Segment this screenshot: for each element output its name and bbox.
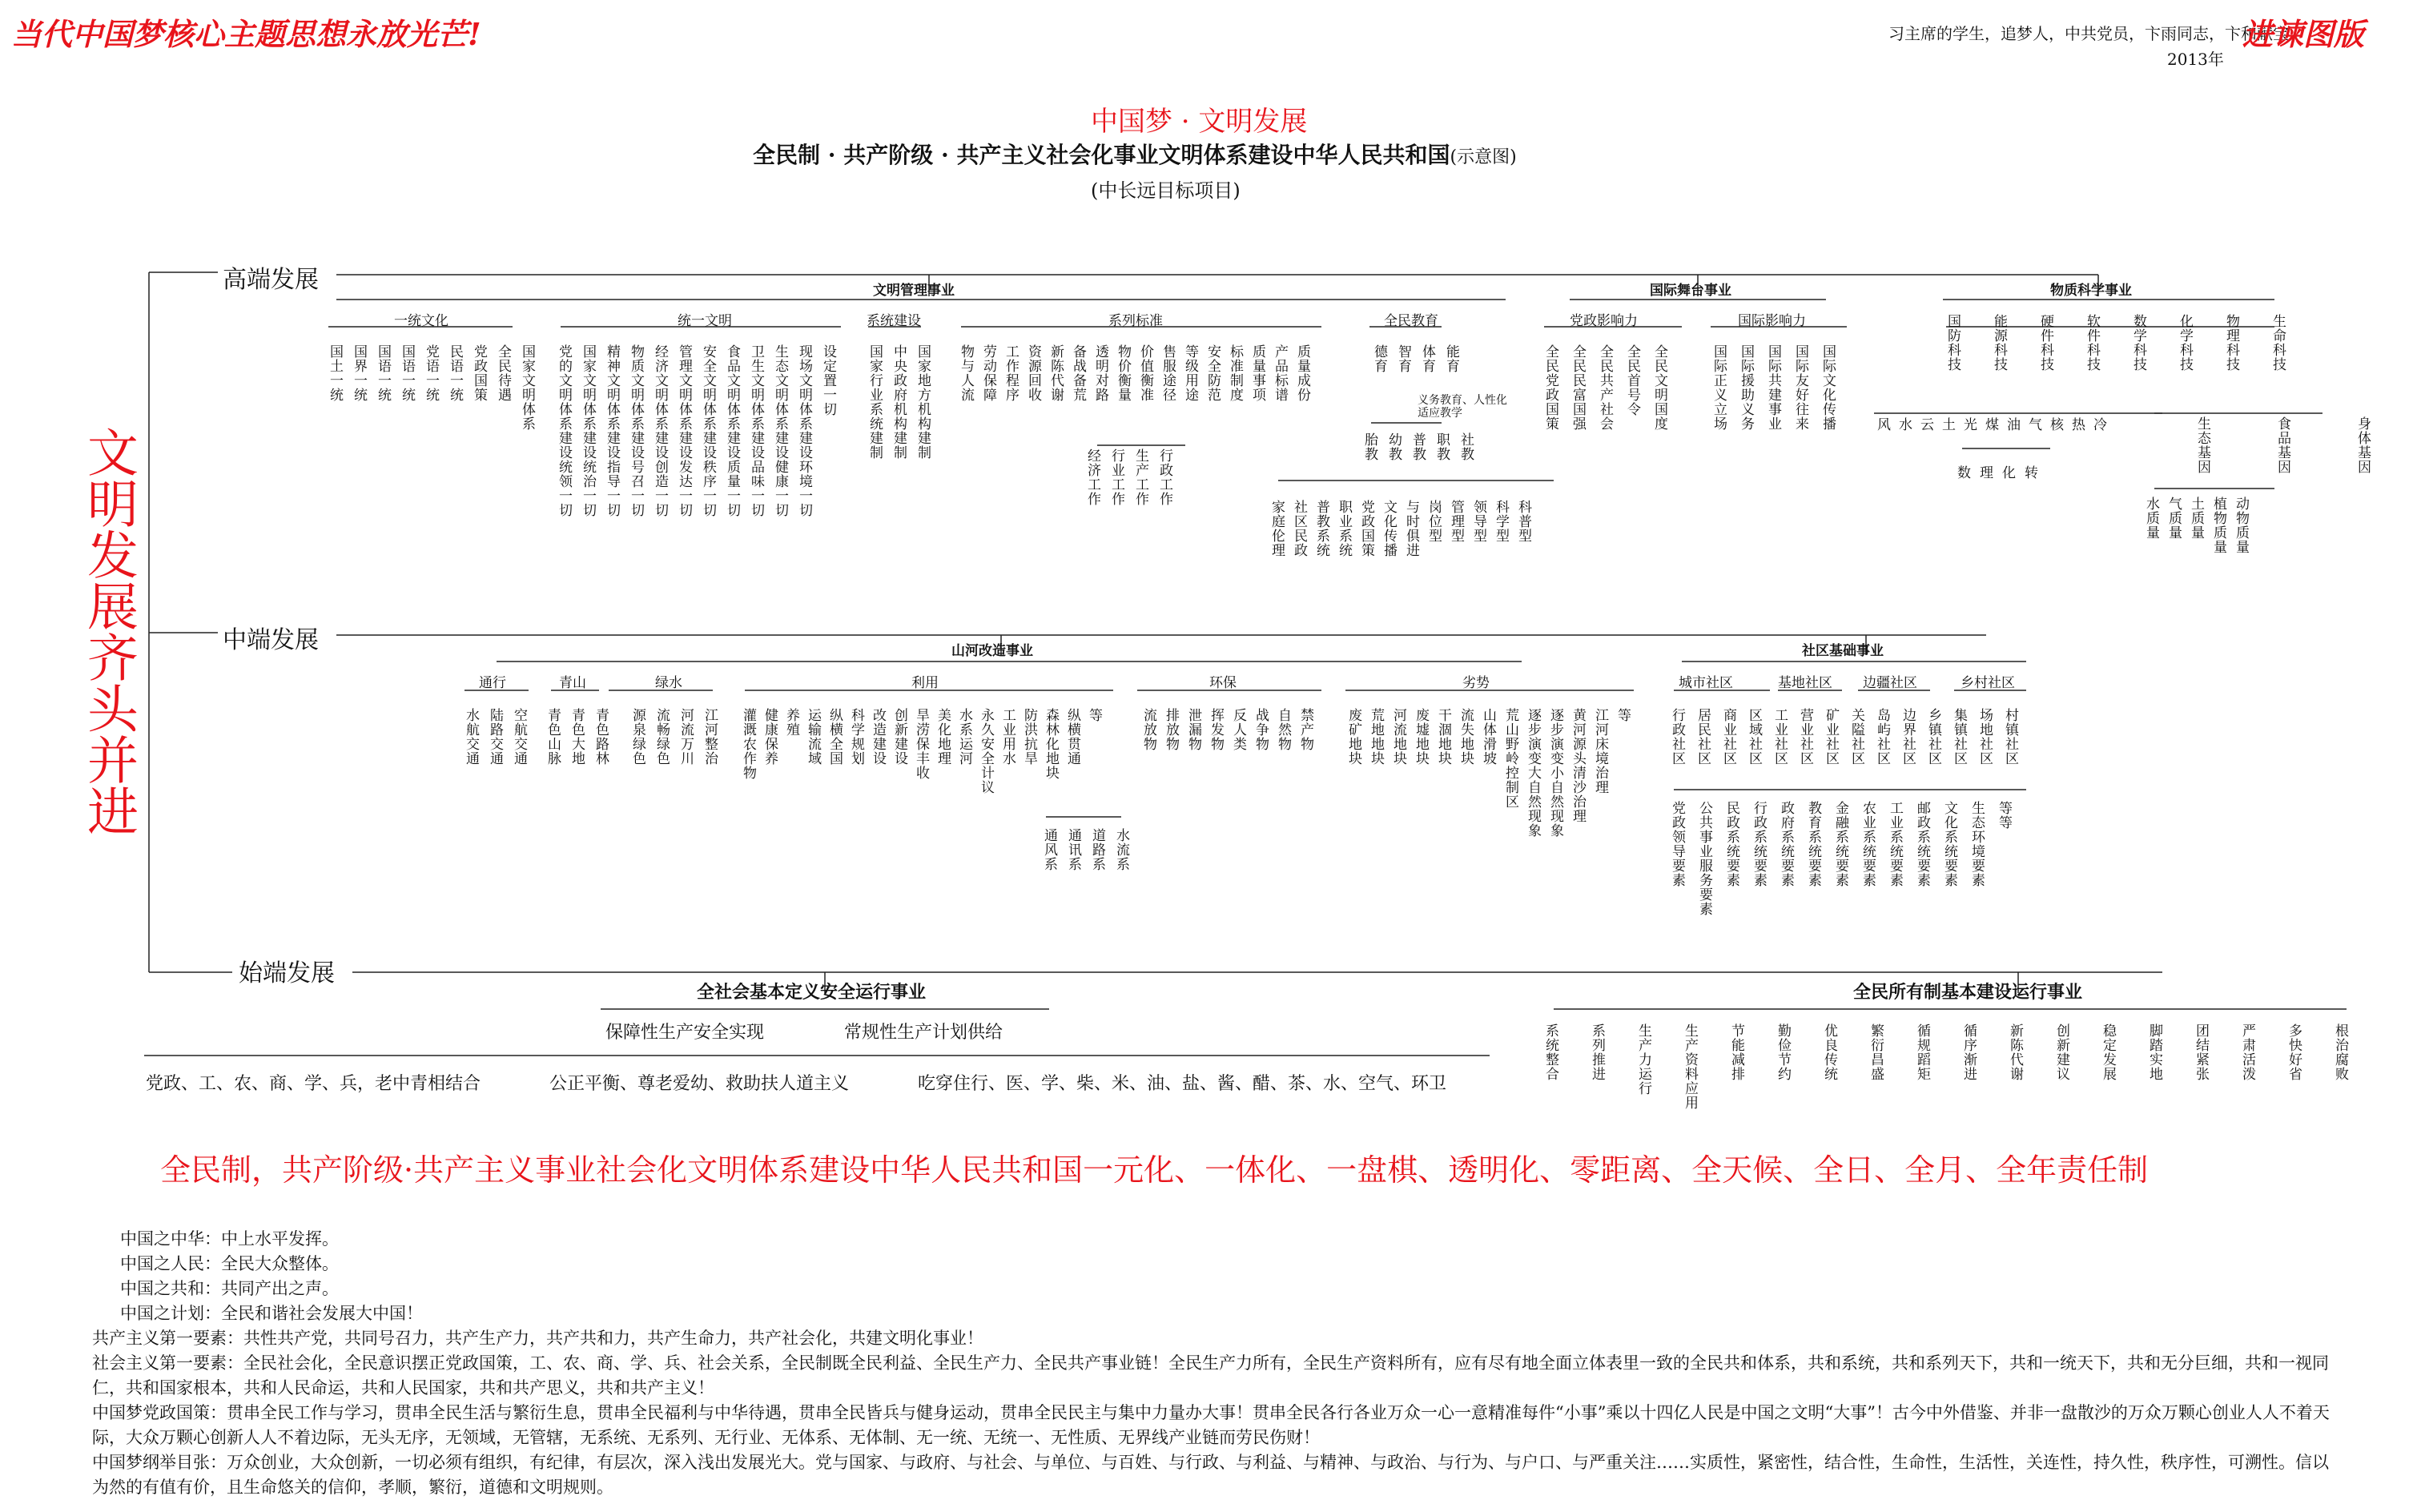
group-material-science: 物质科学事业: [2050, 283, 2132, 299]
transport-item: 空航交通: [511, 708, 527, 766]
responsibility-banner: 全民制，共产阶级·共产主义事业社会化文明体系建设中华人民共和国一元化、一体化、一盘棋、透明化、零距离、全天候、全日、全月、全年责任制: [160, 1152, 2149, 1188]
community-element-item: 文化系统要素: [1941, 801, 1957, 887]
title-main: 中国梦 · 文明发展: [1091, 106, 1308, 138]
education-domain-item: 管理型: [1448, 500, 1464, 543]
science-field-item: 物理科技: [2223, 314, 2239, 372]
environment-item: 流放物: [1140, 708, 1156, 751]
standard-item: 标准制度: [1227, 344, 1243, 402]
note-line: 中国之人民：全民大众整体。: [120, 1254, 339, 1273]
utilization-item: 水系运河: [956, 708, 972, 766]
civilization-item: 国家文明体系建设统治一切: [580, 344, 596, 517]
education-domain-item: 领导型: [1470, 500, 1486, 543]
left-vertical-slogan: 文明发展齐头并进: [78, 426, 138, 836]
education-item: 智育: [1395, 344, 1411, 373]
disadvantage-item: 干涸地块: [1435, 708, 1451, 766]
note-line: 中国梦党政国策：贯串全民工作与学习，贯串全民生活与繁衍生息，贯串全民福利与中华待遇，贯串全民皆兵与健身运动，贯串全民民主与集中力量办大事！贯串全民各行各业万众一心一意精准每件“小事”乘以十四亿人民是中国之文明“大事”！古今中外借鉴、并非一盘散沙的万众万颗心创业人人不着天际，大众万颗心创新人人不着边际，无头无序，无领域，无管辖，无系统、无系列、无行业、无体系、无体制、无一统、无统一、无性质、无界线产业链而劳民伤财！: [92, 1403, 2330, 1447]
culture-item: 国语一统: [399, 344, 415, 402]
community-item: 商业社区: [1720, 708, 1736, 766]
utilization-system-item: 水流系: [1113, 828, 1129, 871]
education-domain-item: 文化传播: [1381, 500, 1397, 557]
disadvantage-item: 荒地地块: [1368, 708, 1384, 766]
construction-item: 脚踏实地: [2146, 1023, 2162, 1081]
standard-item: 物价衡量: [1115, 344, 1131, 402]
sub-village-community: 乡村社区: [1961, 675, 2015, 691]
utilization-item: 纵横全国: [826, 708, 843, 766]
utilization-item: 运输流域: [805, 708, 821, 766]
standard-work-item: 行业工作: [1108, 448, 1124, 506]
standard-item: 透明对路: [1092, 344, 1108, 402]
sub-series-standard: 系列标准: [1108, 313, 1163, 329]
quality-item: 植物质量: [2210, 497, 2226, 554]
construction-item: 优良传统: [1821, 1023, 1837, 1081]
culture-item: 党政国策: [471, 344, 487, 402]
group-intl-stage: 国际舞台事业: [1650, 283, 1731, 299]
slogan: 当代中国梦核心主题思想永放光芒!: [11, 16, 481, 52]
community-element-item: 教育系统要素: [1805, 801, 1821, 887]
science-field-item: 数学科技: [2130, 314, 2146, 372]
disadvantage-item: 等: [1615, 708, 1631, 722]
construction-item: 生产力运行: [1635, 1023, 1651, 1096]
education-domain-item: 职业系统: [1336, 500, 1352, 557]
education-stage-item: 职教: [1434, 432, 1450, 461]
intl-influence-item: 国际正义立场: [1711, 344, 1727, 431]
base-right-title: 全民所有制基本建设运行事业: [1853, 982, 2083, 1003]
construction-item: 循规蹈矩: [1914, 1023, 1930, 1081]
quality-item: 气质量: [2166, 497, 2182, 540]
sub-city-community: 城市社区: [1679, 675, 1733, 691]
education-stage-item: 幼教: [1385, 432, 1402, 461]
water-item: 源泉绿色: [629, 708, 645, 766]
construction-item: 系列推进: [1589, 1023, 1605, 1081]
tier-mid: 中端发展: [223, 626, 319, 654]
year: 2013年: [2167, 50, 2224, 69]
standard-item: 质量成份: [1294, 344, 1310, 402]
education-domain-item: 科普型: [1515, 500, 1531, 543]
water-item: 河流万川: [678, 708, 694, 766]
note-line: 共产主义第一要素：共性共产党，共同号召力，共产生产力，共产共和力，共产生命力，共产社会化，共建文明化事业！: [92, 1329, 983, 1348]
construction-item: 勤俭节约: [1775, 1023, 1791, 1081]
sub-disadvantage: 劣势: [1462, 675, 1490, 691]
community-item: 场地社区: [1977, 708, 1993, 766]
community-element-item: 等等: [1996, 801, 2012, 830]
intl-influence-item: 国际共建事业: [1765, 344, 1781, 431]
quality-item: 水质量: [2143, 497, 2159, 540]
quality-item: 动物质量: [2233, 497, 2249, 554]
party-influence-item: 全民民富国强: [1570, 344, 1586, 431]
utilization-item: 永久安全计议: [978, 708, 994, 794]
standard-item: 价值衡准: [1137, 344, 1153, 402]
utilization-item: 纵横贯通: [1064, 708, 1080, 766]
environment-item: 挥发物: [1208, 708, 1224, 751]
sub-border-community: 边疆社区: [1863, 675, 1917, 691]
sub-intl-influence: 国际影响力: [1738, 313, 1806, 329]
community-item: 岛屿社区: [1874, 708, 1890, 766]
edition-label: 进谏图版: [2242, 16, 2365, 52]
note-line: 中国之共和：共同产出之声。: [120, 1279, 339, 1298]
standard-item: 工作程序: [1003, 344, 1019, 402]
community-item: 行政社区: [1669, 708, 1685, 766]
civilization-item: 现场文明体系建设环境一切: [796, 344, 812, 517]
community-item: 工业社区: [1772, 708, 1788, 766]
base-row-1: 党政、工、农、商、学、兵，老中青相结合: [146, 1074, 481, 1094]
education-domain-item: 与时俱进: [1403, 500, 1419, 557]
disadvantage-item: 黄河源头清沙治理: [1570, 708, 1586, 823]
education-domain-item: 岗位型: [1426, 500, 1442, 543]
utilization-item: 美化地理: [935, 708, 951, 766]
disadvantage-item: 山体滑坡: [1480, 708, 1496, 766]
standard-work-item: 行政工作: [1156, 448, 1172, 506]
energy-item: 核: [2050, 417, 2064, 433]
education-stage-item: 普教: [1410, 432, 1426, 461]
science-field-item: 软件科技: [2084, 314, 2100, 372]
environment-item: 禁产物: [1297, 708, 1313, 751]
civilization-item: 生态文明体系建设健康一切: [772, 344, 788, 517]
disadvantage-item: 江河床境治理: [1592, 708, 1608, 794]
standard-item: 产品标谱: [1272, 344, 1288, 402]
sub-green-mountain: 青山: [559, 675, 586, 691]
utilization-system-item: 道路系: [1089, 828, 1105, 871]
sub-national-education: 全民教育: [1384, 313, 1438, 329]
energy-item: 土: [1942, 417, 1956, 433]
standard-item: 劳动保障: [980, 344, 996, 402]
standard-work-item: 生产工作: [1132, 448, 1148, 506]
science-field-item: 化学科技: [2177, 314, 2193, 372]
construction-item: 多快好省: [2286, 1023, 2302, 1081]
construction-item: 繁衍昌盛: [1868, 1023, 1884, 1081]
education-domain-item: 家庭伦理: [1269, 500, 1285, 557]
sub-environment: 环保: [1209, 675, 1237, 691]
education-item: 能育: [1443, 344, 1459, 373]
community-item: 营业社区: [1797, 708, 1813, 766]
intl-influence-item: 国际文化传播: [1820, 344, 1836, 431]
author-line: 习主席的学生，追梦人，中共党员，卞雨同志，卞和献宝: [1888, 24, 2289, 43]
science-field-item: 能源科技: [1991, 314, 2007, 372]
education-stage-item: 社教: [1458, 432, 1474, 461]
sub-unified-culture: 一统文化: [394, 313, 448, 329]
civilization-item: 精神文明体系建设指导一切: [604, 344, 620, 517]
education-stage-item: 胎教: [1361, 432, 1377, 461]
science-field-item: 生命科技: [2270, 314, 2286, 372]
energy-item: 油: [2007, 417, 2021, 433]
mountain-item: 青色山脉: [545, 708, 561, 766]
community-element-item: 工业系统要素: [1887, 801, 1903, 887]
standard-item: 物与人流: [958, 344, 974, 402]
utilization-item: 防洪抗旱: [1021, 708, 1037, 766]
intl-influence-item: 国际援助义务: [1738, 344, 1754, 431]
construction-item: 循序渐进: [1961, 1023, 1977, 1081]
disadvantage-item: 荒山野岭控制区: [1502, 708, 1518, 809]
community-element-item: 党政领导要素: [1669, 801, 1685, 887]
community-element-item: 邮政系统要素: [1914, 801, 1930, 887]
community-item: 村镇社区: [2002, 708, 2018, 766]
community-element-item: 生态环境要素: [1969, 801, 1985, 887]
sub-base-community: 基地社区: [1778, 675, 1832, 691]
sub-party-influence: 党政影响力: [1570, 313, 1638, 329]
civilization-item: 设定置一切: [820, 344, 836, 416]
title-sub-text: 全民制 · 共产阶级 · 共产主义社会化事业文明体系建设中华人民共和国: [753, 142, 1450, 168]
environment-item: 泄漏物: [1185, 708, 1201, 751]
disadvantage-item: 逐步演变大自然现象: [1525, 708, 1541, 838]
note-line: 中国之计划：全民和谐社会发展大中国！: [120, 1304, 423, 1323]
culture-item: 国界一统: [351, 344, 367, 402]
standard-item: 售服途径: [1160, 344, 1176, 402]
science-branch-item: 化: [2002, 465, 2016, 481]
civilization-item: 经济文明体系建设创造一切: [652, 344, 668, 517]
education-domain-item: 普教系统: [1313, 500, 1329, 557]
system-item: 国家行业系统建制: [867, 344, 883, 460]
community-element-item: 民政系统要素: [1723, 801, 1739, 887]
disadvantage-item: 逐步演变小自然现象: [1547, 708, 1563, 838]
energy-item: 光: [1964, 417, 1977, 433]
utilization-item: 健康保养: [762, 708, 778, 766]
community-item: 矿业社区: [1823, 708, 1839, 766]
utilization-item: 养殖: [783, 708, 799, 737]
party-influence-item: 全民首号令: [1624, 344, 1640, 416]
group-community: 社区基础事业: [1802, 643, 1884, 659]
science-branch-item: 转: [2025, 465, 2038, 481]
education-domain-item: 党政国策: [1358, 500, 1374, 557]
utilization-item: 森林化地块: [1043, 708, 1059, 780]
title-note: (中长远目标项目): [1091, 179, 1241, 202]
standard-item: 新陈代谢: [1048, 344, 1064, 402]
utilization-item: 改造建设: [870, 708, 886, 766]
civilization-item: 食品文明体系建设质量一切: [724, 344, 740, 517]
education-item: 体育: [1419, 344, 1435, 373]
sub-transport: 通行: [479, 675, 506, 691]
utilization-system-item: 通讯系: [1065, 828, 1081, 871]
culture-item: 民语一统: [447, 344, 463, 402]
science-field-item: 硬件科技: [2037, 314, 2053, 372]
community-element-item: 行政系统要素: [1751, 801, 1767, 887]
culture-item: 国土一统: [327, 344, 343, 402]
sub-system-build: 系统建设: [867, 313, 921, 329]
sub-green-water: 绿水: [655, 675, 682, 691]
party-influence-item: 全民共产社会: [1597, 344, 1613, 431]
party-influence-item: 全民文明国度: [1651, 344, 1667, 431]
base-row-3: 吃穿住行、医、学、柴、米、油、盐、酱、醋、茶、水、空气、环卫: [918, 1074, 1447, 1094]
construction-item: 稳定发展: [2100, 1023, 2116, 1081]
party-influence-item: 全民党政国策: [1542, 344, 1558, 431]
intl-influence-item: 国际友好往来: [1792, 344, 1808, 431]
system-item: 国家地方机构建制: [915, 344, 931, 460]
science-field-item: 国防科技: [1944, 314, 1961, 372]
construction-item: 创新建议: [2053, 1023, 2069, 1081]
energy-item: 冷: [2093, 417, 2107, 433]
sub-unified-civilization: 统一文明: [678, 313, 732, 329]
quality-item: 土质量: [2188, 497, 2204, 540]
water-item: 江河整治: [702, 708, 718, 766]
culture-item: 全民待遇: [495, 344, 511, 402]
tier-high: 高端发展: [223, 266, 319, 294]
community-element-item: 农业系统要素: [1860, 801, 1876, 887]
gene-item: 身体基因: [2355, 416, 2371, 474]
environment-item: 战争物: [1253, 708, 1269, 751]
group-civil-mgmt: 文明管理事业: [873, 283, 955, 299]
construction-item: 严肃活泼: [2239, 1023, 2255, 1081]
civilization-item: 卫生文明体系建设品味一切: [748, 344, 764, 517]
title-sub-suffix: (示意图): [1450, 147, 1517, 167]
base-regular: 常规性生产计划供给: [844, 1023, 1003, 1043]
transport-item: 陆路交通: [487, 708, 503, 766]
energy-item: 云: [1920, 417, 1934, 433]
civilization-item: 党的文明体系建设统领一切: [556, 344, 572, 517]
culture-item: 党语一统: [423, 344, 439, 402]
gene-item: 生态基因: [2194, 416, 2210, 474]
construction-item: 新陈代谢: [2007, 1023, 2023, 1081]
standard-item: 等级用途: [1182, 344, 1198, 402]
compulsory-education-note: 义务教育、人性化适应教学: [1418, 394, 1507, 420]
culture-item: 国语一统: [375, 344, 391, 402]
community-item: 乡镇社区: [1925, 708, 1941, 766]
gene-item: 食品基因: [2274, 416, 2290, 474]
construction-item: 根治腐败: [2332, 1023, 2348, 1081]
base-left-title: 全社会基本定义安全运行事业: [697, 982, 927, 1003]
education-domain-item: 科学型: [1493, 500, 1509, 543]
civilization-item: 物质文明体系建设号召一切: [628, 344, 644, 517]
standard-item: 质量事项: [1249, 344, 1265, 402]
culture-item: 国家文明体系: [519, 344, 535, 431]
utilization-item: 旱涝保丰收: [913, 708, 929, 780]
base-guarantee: 保障性生产安全实现: [605, 1023, 765, 1043]
community-item: 区域社区: [1746, 708, 1762, 766]
utilization-item: 灌溉农作物: [740, 708, 756, 780]
energy-item: 煤: [1985, 417, 1999, 433]
standard-work-item: 经济工作: [1084, 448, 1100, 506]
utilization-system-item: 通风系: [1041, 828, 1057, 871]
mountain-item: 青色路林: [593, 708, 609, 766]
education-domain-item: 社区民政: [1291, 500, 1307, 557]
utilization-item: 工业用水: [999, 708, 1015, 766]
utilization-item: 创新建设: [891, 708, 907, 766]
science-branch-item: 理: [1980, 465, 1993, 481]
construction-item: 节能减排: [1728, 1023, 1744, 1081]
utilization-item: 科学规划: [848, 708, 864, 766]
environment-item: 排放物: [1163, 708, 1179, 751]
energy-item: 水: [1899, 417, 1912, 433]
community-element-item: 公共事业服务要素: [1696, 801, 1712, 916]
standard-item: 备战备荒: [1070, 344, 1086, 402]
environment-item: 反人类: [1230, 708, 1246, 751]
community-item: 边界社区: [1900, 708, 1916, 766]
system-item: 中央政府机构建制: [891, 344, 907, 460]
tier-base: 始端发展: [239, 959, 335, 987]
civilization-item: 安全文明体系建设秩序一切: [700, 344, 716, 517]
education-item: 德育: [1371, 344, 1387, 373]
group-river-reform: 山河改造事业: [951, 643, 1033, 659]
disadvantage-item: 流失地块: [1458, 708, 1474, 766]
mountain-item: 青色大地: [569, 708, 585, 766]
disadvantage-item: 废矿地块: [1345, 708, 1361, 766]
construction-item: 团结紧张: [2193, 1023, 2209, 1081]
community-element-item: 金融系统要素: [1832, 801, 1848, 887]
standard-item: 资源回收: [1025, 344, 1041, 402]
note-line: 中国梦纲举目张：万众创业，大众创新，一切必须有组织，有纪律，有层次，深入浅出发展光大。党与国家、与政府、与社会、与单位、与百姓、与行政、与利益、与精神、与政治、与行为、与户口、与严重关注……实质性，紧密性，结合性，生命性，生活性，关连性，持久性，秩序性，可溯性。信以为然的有值有价，且生命悠关的信仰，孝顺，繁衍，道德和文明规则。: [92, 1453, 2329, 1497]
water-item: 流畅绿色: [654, 708, 670, 766]
community-item: 居民社区: [1695, 708, 1711, 766]
sub-utilization: 利用: [911, 675, 939, 691]
construction-item: 系统整合: [1542, 1023, 1558, 1081]
disadvantage-item: 废墟地块: [1413, 708, 1429, 766]
note-line: 社会主义第一要素：全民社会化，全民意识摆正党政国策，工、农、商、学、兵、社会关系，全民制既全民利益、全民生产力、全民共产事业链！全民生产力所有，全民生产资料所有，应有尽有地全面立体表里一致的全民共和体系，共和系统，共和系列天下，共和一统天下，共和无分巨细，共和一视同仁，共和国家根本，共和人民命运，共和人民国家，共和共产思义，共和共产主义！: [92, 1353, 2329, 1397]
science-branch-item: 数: [1957, 465, 1971, 481]
community-item: 集镇社区: [1951, 708, 1967, 766]
utilization-item: 等: [1086, 708, 1102, 722]
environment-item: 自然物: [1275, 708, 1291, 751]
base-row-2: 公正平衡、尊老爱幼、救助扶人道主义: [549, 1074, 850, 1094]
construction-item: 生产资料应用: [1682, 1023, 1698, 1110]
energy-item: 热: [2072, 417, 2085, 433]
disadvantage-item: 河流地块: [1390, 708, 1406, 766]
energy-item: 风: [1877, 417, 1891, 433]
energy-item: 气: [2029, 417, 2042, 433]
standard-item: 安全防范: [1204, 344, 1221, 402]
note-line: 中国之中华：中上水平发挥。: [120, 1229, 339, 1249]
community-item: 关隘社区: [1848, 708, 1864, 766]
transport-item: 水航交通: [463, 708, 479, 766]
community-element-item: 政府系统要素: [1778, 801, 1794, 887]
civilization-item: 管理文明体系建设发达一切: [676, 344, 692, 517]
